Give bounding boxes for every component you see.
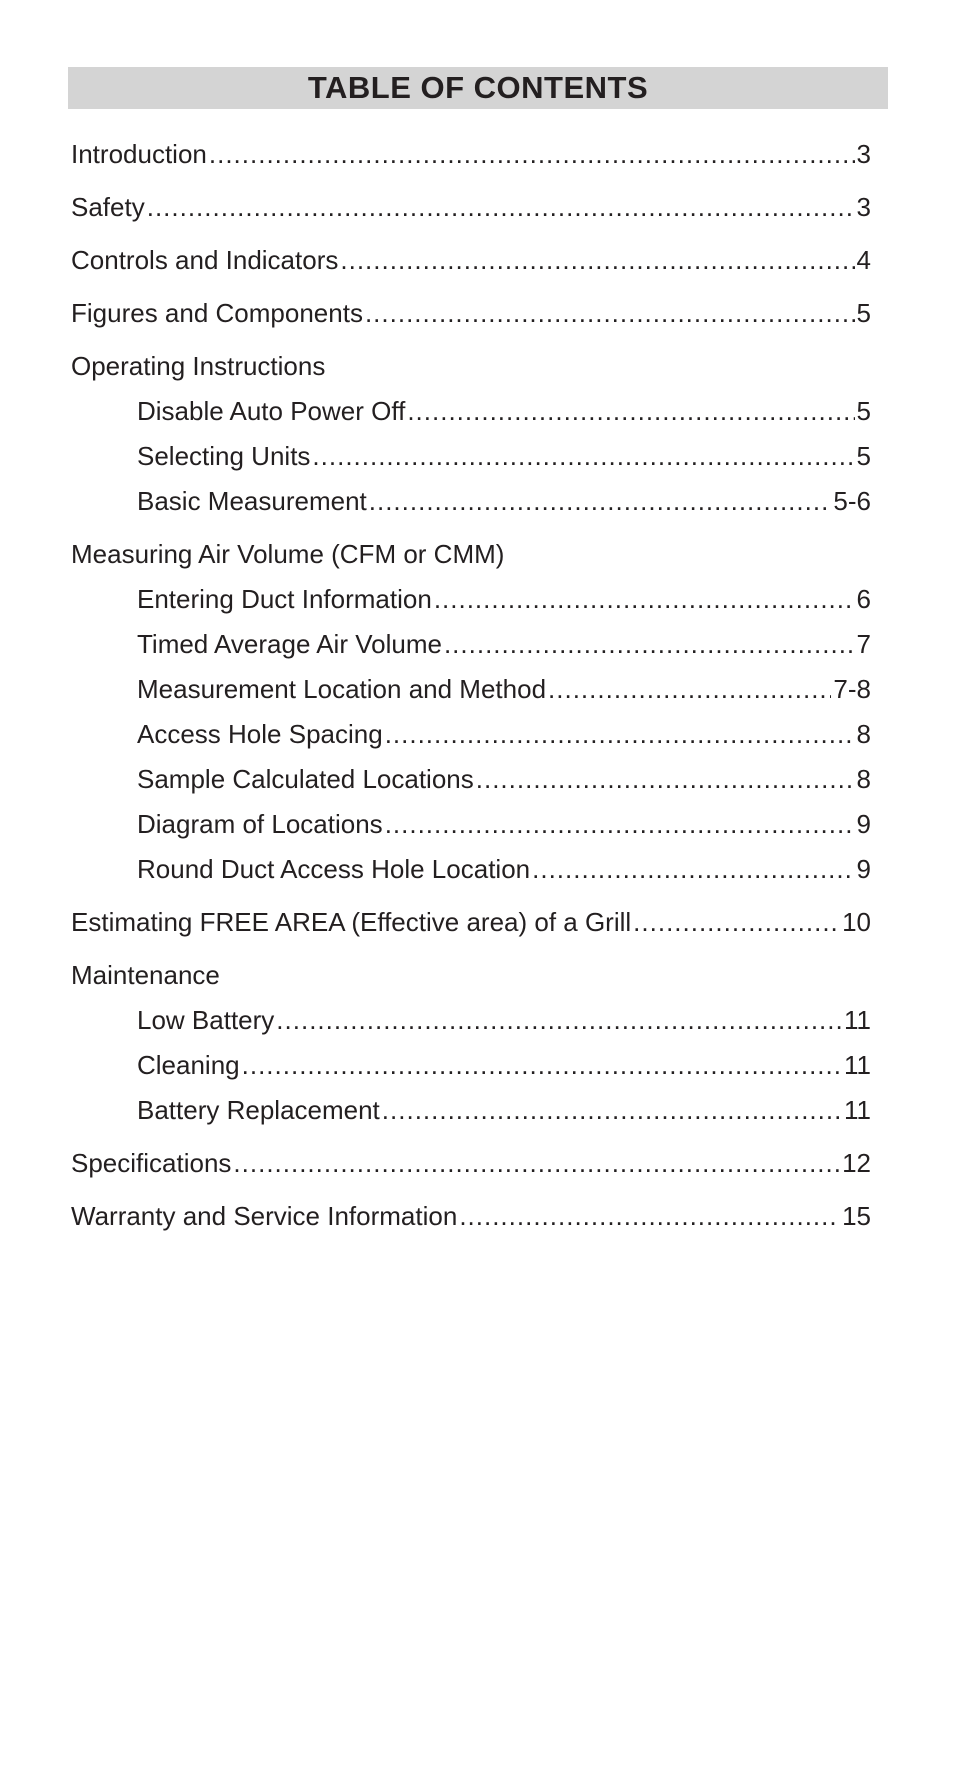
toc-entry-page: 11 (844, 1095, 871, 1125)
table-of-contents (71, 138, 871, 1232)
dot-leader (633, 906, 840, 938)
toc-entry-label: Specifications (71, 1148, 232, 1178)
toc-section-heading: Measuring Air Volume (CFM or CMM) (71, 539, 505, 569)
toc-entry-label: Controls and Indicators (71, 245, 339, 275)
toc-entry-page: 10 (842, 907, 871, 937)
toc-entry-specifications (71, 1147, 871, 1179)
toc-entry-label: Diagram of Locations (137, 809, 383, 839)
toc-subentry-hole-spacing (71, 718, 871, 750)
dot-leader (147, 191, 855, 223)
toc-entry-label: Measurement Location and Method (137, 674, 547, 704)
dot-leader (209, 138, 855, 170)
toc-entry-label: Selecting Units (137, 441, 311, 471)
toc-section-heading: Operating Instructions (71, 351, 326, 381)
toc-subentry-timed-average (71, 628, 871, 660)
toc-entry-label: Disable Auto Power Off (137, 396, 406, 426)
toc-entry-label: Warranty and Service Information (71, 1201, 458, 1231)
toc-subentry-round-duct (71, 853, 871, 885)
toc-entry-page: 12 (842, 1148, 871, 1178)
dot-leader (340, 244, 854, 276)
toc-entry-page: 5 (856, 441, 871, 471)
dot-leader (233, 1147, 840, 1179)
toc-entry-label: Low Battery (137, 1005, 275, 1035)
toc-entry-label: Sample Calculated Locations (137, 764, 474, 794)
toc-entry-page: 15 (842, 1201, 871, 1231)
toc-entry-label: Battery Replacement (137, 1095, 380, 1125)
toc-subentry-cleaning (71, 1049, 871, 1081)
toc-entry-page: 9 (856, 854, 871, 884)
toc-subentry-auto-power (71, 395, 871, 427)
dot-leader (476, 763, 855, 795)
toc-entry-safety (71, 191, 871, 223)
toc-subentry-low-battery (71, 1004, 871, 1036)
toc-section-heading: Maintenance (71, 960, 220, 990)
toc-entry-page: 4 (856, 245, 871, 275)
toc-entry-page: 6 (856, 584, 871, 614)
toc-subentry-sample-locations (71, 763, 871, 795)
toc-subentry-location-method (71, 673, 871, 705)
dot-leader (532, 853, 854, 885)
toc-heading-air-volume (71, 538, 871, 570)
dot-leader (369, 485, 832, 517)
toc-entry-page: 3 (856, 139, 871, 169)
dot-leader (434, 583, 855, 615)
toc-entry-page: 7-8 (833, 674, 871, 704)
toc-entry-page: 11 (844, 1005, 871, 1035)
toc-entry-controls (71, 244, 871, 276)
toc-subentry-duct-info (71, 583, 871, 615)
dot-leader (382, 1094, 842, 1126)
toc-entry-free-area (71, 906, 871, 938)
toc-heading-maintenance (71, 959, 871, 991)
toc-entry-label: Figures and Components (71, 298, 363, 328)
dot-leader (444, 628, 855, 660)
toc-entry-page: 9 (856, 809, 871, 839)
toc-entry-page: 8 (856, 764, 871, 794)
dot-leader (276, 1004, 842, 1036)
toc-entry-label: Cleaning (137, 1050, 240, 1080)
dot-leader (365, 297, 855, 329)
toc-entry-page: 5-6 (833, 486, 871, 516)
toc-subentry-battery-replacement (71, 1094, 871, 1126)
dot-leader (385, 718, 855, 750)
toc-entry-label: Timed Average Air Volume (137, 629, 442, 659)
toc-entry-label: Safety (71, 192, 145, 222)
toc-entry-page: 5 (856, 298, 871, 328)
dot-leader (242, 1049, 842, 1081)
toc-entry-page: 3 (856, 192, 871, 222)
dot-leader (407, 395, 854, 427)
toc-heading-operating (71, 350, 871, 382)
toc-entry-label: Basic Measurement (137, 486, 367, 516)
dot-leader (459, 1200, 840, 1232)
page-title: TABLE OF CONTENTS (307, 70, 649, 105)
toc-entry-warranty (71, 1200, 871, 1232)
toc-subentry-units (71, 440, 871, 472)
title-bar (68, 67, 888, 109)
toc-entry-label: Round Duct Access Hole Location (137, 854, 531, 884)
toc-subentry-diagram (71, 808, 871, 840)
toc-entry-page: 5 (856, 396, 871, 426)
toc-entry-label: Estimating FREE AREA (Effective area) of a Grill (71, 907, 632, 937)
toc-subentry-basic-measurement (71, 485, 871, 517)
dot-leader (385, 808, 855, 840)
toc-entry-introduction (71, 138, 871, 170)
dot-leader (312, 440, 854, 472)
dot-leader (548, 673, 831, 705)
toc-entry-page: 11 (844, 1050, 871, 1080)
toc-entry-page: 7 (856, 629, 871, 659)
toc-entry-label: Access Hole Spacing (137, 719, 383, 749)
toc-entry-figures (71, 297, 871, 329)
toc-entry-label: Introduction (71, 139, 207, 169)
toc-entry-page: 8 (856, 719, 871, 749)
toc-entry-label: Entering Duct Information (137, 584, 432, 614)
